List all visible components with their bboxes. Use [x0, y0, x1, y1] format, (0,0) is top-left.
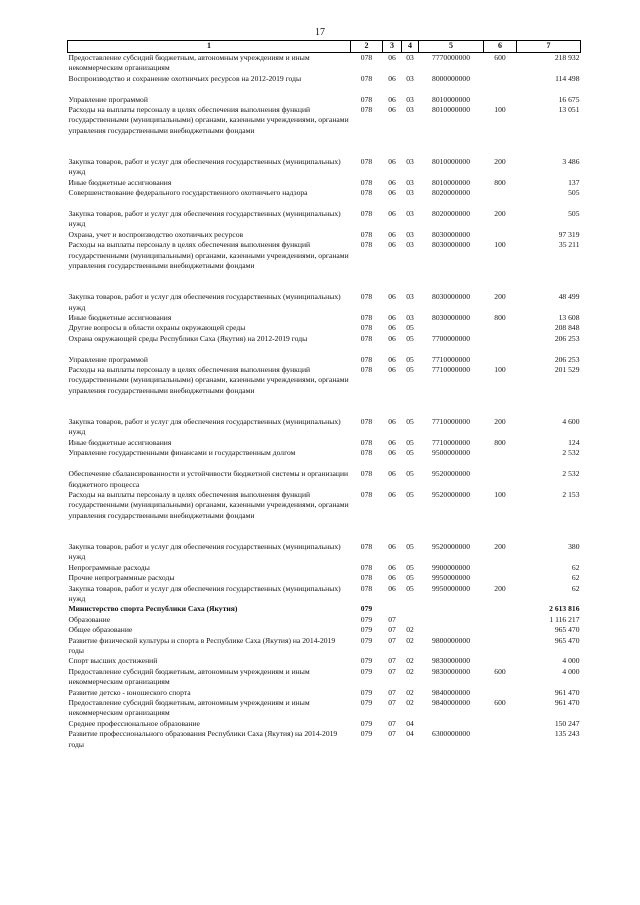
- row-gr-code: 079: [360, 656, 373, 666]
- row-vr-code: 800: [494, 437, 506, 447]
- table-row: [68, 178, 581, 188]
- row-amount: 201 529: [554, 365, 580, 375]
- row-pr-code: 03: [406, 313, 414, 323]
- row-pr-code: 03: [406, 157, 414, 167]
- row-name: Закупка товаров, работ и услуг для обеспечения государственных (муниципальных) нужд: [68, 417, 341, 437]
- row-amount: 114 498: [555, 73, 580, 83]
- row-vr-code: [484, 656, 517, 666]
- row-vr-code: 600: [494, 53, 506, 62]
- row-csr-code: 8010000000: [432, 157, 470, 167]
- row-csr-code: 7700000000: [432, 333, 470, 343]
- table-row: [68, 292, 581, 313]
- row-vr-code: [484, 448, 517, 469]
- row-rz-code: 07: [388, 625, 396, 635]
- column-header: 4: [402, 41, 419, 53]
- row-gr-code: 078: [360, 53, 373, 62]
- row-name: Образование: [68, 614, 111, 624]
- row-csr-code: 8010000000: [432, 177, 470, 187]
- row-gr-code: 078: [360, 209, 373, 219]
- row-gr-code: 079: [360, 687, 373, 697]
- row-gr-code: 078: [360, 541, 373, 551]
- row-vr-code: [484, 636, 517, 657]
- row-amount: 62: [571, 583, 580, 593]
- row-name: Закупка товаров, работ и услуг для обеспечения государственных (муниципальных) нужд: [68, 292, 341, 312]
- row-amount: 505: [568, 188, 580, 198]
- row-pr-code: 05: [406, 354, 414, 364]
- row-gr-code: 078: [360, 73, 373, 83]
- table-row: [68, 490, 581, 542]
- row-pr-code: 05: [406, 323, 414, 333]
- table-row: [68, 53, 581, 74]
- row-rz-code: 06: [388, 417, 396, 427]
- row-name: Управление программой: [68, 354, 148, 364]
- row-amount: 13 051: [558, 105, 580, 115]
- row-amount: 961 470: [554, 698, 580, 707]
- row-vr-code: 200: [494, 157, 506, 167]
- row-rz-code: 06: [388, 573, 396, 583]
- table-row: [68, 355, 581, 365]
- table-row: [68, 636, 581, 657]
- row-name: Закупка товаров, работ и услуг для обеспечения государственных (муниципальных) нужд: [68, 157, 341, 177]
- row-pr-code: 02: [406, 698, 414, 707]
- row-vr-code: [484, 74, 517, 95]
- row-pr-code: 05: [406, 469, 414, 479]
- table-header-row: [68, 41, 581, 53]
- row-rz-code: 06: [388, 292, 396, 302]
- table-row: [68, 448, 581, 469]
- row-name: Воспроизводство и сохранение охотничьих ресурсов на 2012-2019 годы: [68, 73, 302, 83]
- table-row: [68, 698, 581, 719]
- row-csr-code: 9950000000: [432, 573, 470, 583]
- row-rz-code: 06: [388, 437, 396, 447]
- table-row: [68, 95, 581, 105]
- row-name: Другие вопросы в области охраны окружающей среды: [68, 323, 246, 333]
- row-csr-code: [419, 719, 484, 729]
- column-header: 3: [383, 41, 402, 53]
- row-amount: 13 608: [558, 313, 580, 323]
- row-amount: 380: [568, 541, 580, 551]
- row-gr-code: 078: [360, 333, 373, 343]
- row-vr-code: [484, 719, 517, 729]
- row-gr-code: 078: [360, 562, 373, 572]
- row-amount: 965 470: [554, 625, 580, 635]
- column-header: 5: [419, 41, 484, 53]
- table-row: [68, 230, 581, 240]
- row-amount: 208 848: [554, 323, 580, 333]
- row-vr-code: 600: [494, 666, 506, 676]
- row-rz-code: 06: [388, 562, 396, 572]
- row-amount: 218 932: [554, 53, 580, 62]
- row-amount: 965 470: [554, 635, 580, 645]
- table-row: [68, 604, 581, 614]
- row-rz-code: 06: [388, 323, 396, 333]
- row-csr-code: 6300000000: [432, 729, 470, 739]
- row-gr-code: 078: [360, 583, 373, 593]
- row-rz-code: 07: [388, 698, 396, 707]
- row-vr-code: 200: [494, 292, 506, 302]
- row-pr-code: [402, 604, 419, 614]
- row-rz-code: 07: [388, 718, 396, 728]
- row-gr-code: 078: [360, 469, 373, 479]
- row-gr-code: 078: [360, 105, 373, 115]
- budget-table: [67, 40, 581, 750]
- table-row: [68, 438, 581, 448]
- row-rz-code: [383, 604, 402, 614]
- row-pr-code: [402, 615, 419, 625]
- row-pr-code: 05: [406, 417, 414, 427]
- row-pr-code: 03: [406, 240, 414, 250]
- row-pr-code: 03: [406, 229, 414, 239]
- row-amount: 2 153: [562, 489, 580, 499]
- row-amount: 135 243: [554, 729, 580, 739]
- table-row: [68, 625, 581, 635]
- row-amount: 505: [568, 209, 580, 219]
- row-pr-code: 03: [406, 188, 414, 198]
- table-row: [68, 157, 581, 178]
- row-vr-code: [484, 323, 517, 333]
- table-row: [68, 105, 581, 157]
- row-amount: 4 000: [562, 656, 580, 666]
- row-rz-code: 06: [388, 53, 396, 62]
- row-amount: 2 613 816: [549, 604, 580, 614]
- row-amount: 62: [571, 573, 580, 583]
- table-row: [68, 469, 581, 490]
- row-amount: 1 116 217: [549, 614, 580, 624]
- row-name: Предоставление субсидий бюджетным, автономным учреждениям и иным некоммерческим организациям: [68, 698, 310, 718]
- row-rz-code: 06: [388, 365, 396, 375]
- row-vr-code: [484, 355, 517, 365]
- row-name: Расходы на выплаты персоналу в целях обеспечения выполнения функций государственными (муниципальными) органами, казенными учреждениями, органами управления государственными внебюджетными фондами: [68, 489, 349, 520]
- row-rz-code: 06: [388, 229, 396, 239]
- row-name: Закупка товаров, работ и услуг для обеспечения государственных (муниципальных) нужд: [68, 541, 341, 562]
- table-row: [68, 365, 581, 417]
- row-gr-code: 078: [360, 94, 373, 104]
- page-number: 17: [315, 27, 325, 38]
- row-rz-code: 07: [388, 687, 396, 697]
- row-pr-code: 05: [406, 365, 414, 375]
- row-name: Предоставление субсидий бюджетным, автономным учреждениям и иным некоммерческим организациям: [68, 666, 310, 687]
- row-gr-code: 079: [360, 718, 373, 728]
- row-amount: 961 470: [554, 687, 580, 697]
- column-header: 7: [517, 41, 581, 53]
- row-csr-code: 9830000000: [432, 656, 470, 666]
- row-gr-code: 078: [360, 417, 373, 427]
- row-csr-code: 8010000000: [432, 94, 470, 104]
- row-rz-code: 07: [388, 656, 396, 666]
- row-rz-code: 06: [388, 94, 396, 104]
- row-pr-code: 04: [406, 729, 414, 739]
- row-csr-code: 7710000000: [432, 417, 470, 427]
- row-csr-code: 9500000000: [432, 448, 470, 458]
- table-row: [68, 667, 581, 688]
- row-csr-code: 9950000000: [432, 583, 470, 593]
- row-csr-code: 9800000000: [432, 635, 470, 645]
- row-name: Спорт высших достижений: [68, 656, 158, 666]
- row-csr-code: 7770000000: [432, 53, 470, 62]
- row-gr-code: 079: [360, 698, 373, 707]
- row-rz-code: 06: [388, 354, 396, 364]
- row-csr-code: 8030000000: [432, 313, 470, 323]
- row-gr-code: 079: [360, 625, 373, 635]
- row-vr-code: 800: [494, 313, 506, 323]
- row-rz-code: 06: [388, 448, 396, 458]
- row-gr-code: 078: [360, 573, 373, 583]
- row-amount: 48 499: [558, 292, 580, 302]
- row-gr-code: 078: [360, 177, 373, 187]
- row-amount: 150 247: [554, 718, 580, 728]
- row-csr-code: [419, 615, 484, 625]
- row-name: Совершенствование федерального государственного охотничьего надзора: [68, 188, 308, 198]
- row-pr-code: 04: [406, 718, 414, 728]
- row-vr-code: 200: [494, 209, 506, 219]
- row-vr-code: [484, 469, 517, 490]
- row-csr-code: 9840000000: [432, 698, 470, 707]
- row-csr-code: 8030000000: [432, 229, 470, 239]
- table-row: [68, 542, 581, 563]
- row-name: Иные бюджетные ассигнования: [68, 177, 172, 187]
- row-name: Закупка товаров, работ и услуг для обеспечения государственных (муниципальных) нужд: [68, 209, 341, 229]
- row-gr-code: 078: [360, 313, 373, 323]
- table-row: [68, 188, 581, 209]
- row-amount: 137: [568, 177, 580, 187]
- row-amount: 206 253: [554, 354, 580, 364]
- row-pr-code: 03: [406, 292, 414, 302]
- row-name: Охрана окружающей среды Республики Саха (Якутия) на 2012-2019 годы: [68, 333, 308, 343]
- table-row: [68, 74, 581, 95]
- row-gr-code: 079: [360, 614, 373, 624]
- row-vr-code: [484, 563, 517, 573]
- table-row: [68, 240, 581, 292]
- row-gr-code: 079: [360, 635, 373, 645]
- row-rz-code: 06: [388, 209, 396, 219]
- row-vr-code: 200: [494, 541, 506, 551]
- row-rz-code: 07: [388, 614, 396, 624]
- row-csr-code: 8020000000: [432, 209, 470, 219]
- row-rz-code: 06: [388, 313, 396, 323]
- row-csr-code: 8010000000: [432, 105, 470, 115]
- row-gr-code: 078: [360, 292, 373, 302]
- row-pr-code: 05: [406, 437, 414, 447]
- row-rz-code: 06: [388, 333, 396, 343]
- row-rz-code: 07: [388, 729, 396, 739]
- row-amount: 2 532: [562, 469, 580, 479]
- row-gr-code: 078: [360, 188, 373, 198]
- table-row: [68, 563, 581, 573]
- row-csr-code: [419, 625, 484, 635]
- row-pr-code: 03: [406, 94, 414, 104]
- row-name: Расходы на выплаты персоналу в целях обеспечения выполнения функций государственными (муниципальными) органами, казенными учреждениями, органами управления государственными внебюджетными фондами: [68, 105, 349, 135]
- row-gr-code: 078: [360, 323, 373, 333]
- table-row: [68, 417, 581, 438]
- row-name: Министерство спорта Республики Саха (Якутия): [68, 604, 238, 614]
- row-rz-code: 06: [388, 157, 396, 167]
- row-name: Среднее профессиональное образование: [68, 718, 200, 728]
- row-amount: 4 600: [562, 417, 580, 427]
- row-csr-code: 7710000000: [432, 365, 470, 375]
- column-header: 6: [484, 41, 517, 53]
- row-name: Развитие физической культуры и спорта в Республике Саха (Якутия) на 2014-2019 годы: [68, 635, 336, 655]
- table-row: [68, 656, 581, 666]
- row-pr-code: 02: [406, 666, 414, 676]
- row-amount: 3 486: [562, 157, 580, 167]
- row-name: Иные бюджетные ассигнования: [68, 437, 172, 447]
- row-csr-code: 8030000000: [432, 292, 470, 302]
- row-vr-code: [484, 615, 517, 625]
- row-amount: 62: [571, 562, 580, 572]
- row-amount: 4 000: [562, 666, 580, 676]
- row-rz-code: 06: [388, 489, 396, 499]
- row-rz-code: 06: [388, 105, 396, 115]
- row-rz-code: 07: [388, 666, 396, 676]
- row-gr-code: 078: [360, 489, 373, 499]
- column-header: 2: [351, 41, 383, 53]
- row-pr-code: 05: [406, 448, 414, 458]
- row-name: Расходы на выплаты персоналу в целях обеспечения выполнения функций государственными (муниципальными) органами, казенными учреждениями, органами управления государственными внебюджетными фондами: [68, 365, 349, 395]
- row-amount: 2 532: [562, 448, 580, 458]
- row-vr-code: [484, 230, 517, 240]
- row-vr-code: 200: [494, 583, 506, 593]
- row-pr-code: 05: [406, 573, 414, 583]
- row-csr-code: 9520000000: [432, 469, 470, 479]
- row-gr-code: 078: [360, 354, 373, 364]
- row-name: Расходы на выплаты персоналу в целях обеспечения выполнения функций государственными (муниципальными) органами, казенными учреждениями, органами управления государственными внебюджетными фондами: [68, 240, 349, 271]
- row-gr-code: 078: [360, 229, 373, 239]
- row-amount: 35 211: [558, 240, 580, 250]
- row-name: Обеспечение сбалансированности и устойчивости бюджетной системы и организации бюджетного процесса: [68, 469, 349, 489]
- row-pr-code: 02: [406, 635, 414, 645]
- row-pr-code: 03: [406, 73, 414, 83]
- row-vr-code: 200: [494, 417, 506, 427]
- table-row: [68, 688, 581, 698]
- row-csr-code: 8020000000: [432, 188, 470, 198]
- row-name: Прочие непрограммные расходы: [68, 573, 175, 583]
- table-row: [68, 615, 581, 625]
- row-gr-code: 078: [360, 240, 373, 250]
- row-gr-code: 078: [360, 365, 373, 375]
- row-pr-code: 03: [406, 53, 414, 62]
- row-name: Предоставление субсидий бюджетным, автономным учреждениям и иным некоммерческим организациям: [68, 53, 310, 73]
- row-pr-code: 05: [406, 541, 414, 551]
- column-header: 1: [68, 41, 351, 53]
- row-csr-code: 8030000000: [432, 240, 470, 250]
- row-rz-code: 07: [388, 635, 396, 645]
- table-row: [68, 323, 581, 333]
- row-rz-code: 06: [388, 541, 396, 551]
- row-gr-code: 079: [360, 604, 373, 614]
- row-amount: 97 319: [558, 229, 580, 239]
- row-pr-code: 02: [406, 687, 414, 697]
- row-csr-code: 7710000000: [432, 437, 470, 447]
- row-gr-code: 078: [360, 437, 373, 447]
- row-pr-code: 05: [406, 583, 414, 593]
- table-body: [68, 53, 581, 751]
- row-vr-code: 100: [494, 105, 506, 115]
- row-rz-code: 06: [388, 188, 396, 198]
- row-csr-code: 9830000000: [432, 666, 470, 676]
- row-name: Общее образование: [68, 625, 133, 635]
- row-pr-code: 03: [406, 209, 414, 219]
- row-vr-code: [484, 334, 517, 355]
- row-name: Иные бюджетные ассигнования: [68, 313, 172, 323]
- row-vr-code: [484, 95, 517, 105]
- row-vr-code: 100: [494, 240, 506, 250]
- row-pr-code: 02: [406, 656, 414, 666]
- row-vr-code: [484, 688, 517, 698]
- row-amount: 206 253: [554, 333, 580, 343]
- table-row: [68, 719, 581, 729]
- row-gr-code: 078: [360, 157, 373, 167]
- row-csr-code: 9840000000: [432, 687, 470, 697]
- row-amount: 124: [568, 437, 580, 447]
- row-name: Управление государственными финансами и государственным долгом: [68, 448, 296, 458]
- table-row: [68, 334, 581, 355]
- table-row: [68, 573, 581, 583]
- row-pr-code: 05: [406, 489, 414, 499]
- row-vr-code: [484, 604, 517, 614]
- row-rz-code: 06: [388, 583, 396, 593]
- row-csr-code: 9520000000: [432, 489, 470, 499]
- row-pr-code: 05: [406, 333, 414, 343]
- row-pr-code: 02: [406, 625, 414, 635]
- table-row: [68, 313, 581, 323]
- row-rz-code: 06: [388, 240, 396, 250]
- row-pr-code: 03: [406, 177, 414, 187]
- row-pr-code: 05: [406, 562, 414, 572]
- row-vr-code: [484, 188, 517, 209]
- row-vr-code: [484, 625, 517, 635]
- row-name: Управление программой: [68, 94, 148, 104]
- row-name: Непрограммные расходы: [68, 562, 150, 572]
- row-vr-code: 800: [494, 177, 506, 187]
- table-row: [68, 729, 581, 750]
- table-row: [68, 584, 581, 605]
- row-vr-code: 100: [494, 365, 506, 375]
- row-csr-code: 8000000000: [432, 73, 470, 83]
- row-gr-code: 078: [360, 448, 373, 458]
- row-name: Развитие профессионального образования Республики Саха (Якутия) на 2014-2019 годы: [68, 729, 338, 749]
- row-vr-code: 600: [494, 698, 506, 707]
- row-amount: 16 675: [558, 94, 580, 104]
- row-rz-code: 06: [388, 73, 396, 83]
- row-csr-code: [419, 323, 484, 333]
- row-gr-code: 079: [360, 666, 373, 676]
- row-pr-code: 03: [406, 105, 414, 115]
- row-rz-code: 06: [388, 469, 396, 479]
- row-vr-code: [484, 729, 517, 750]
- row-csr-code: [419, 604, 484, 614]
- row-csr-code: 7710000000: [432, 354, 470, 364]
- row-name: Развитие детско - юношеского спорта: [68, 687, 191, 697]
- row-vr-code: [484, 573, 517, 583]
- row-vr-code: 100: [494, 489, 506, 499]
- row-rz-code: 06: [388, 177, 396, 187]
- row-gr-code: 079: [360, 729, 373, 739]
- row-csr-code: 9900000000: [432, 562, 470, 572]
- row-name: Охрана, учет и воспроизводство охотничьих ресурсов: [68, 229, 244, 239]
- table-row: [68, 209, 581, 230]
- row-name: Закупка товаров, работ и услуг для обеспечения государственных (муниципальных) нужд: [68, 583, 341, 603]
- row-csr-code: 9520000000: [432, 541, 470, 551]
